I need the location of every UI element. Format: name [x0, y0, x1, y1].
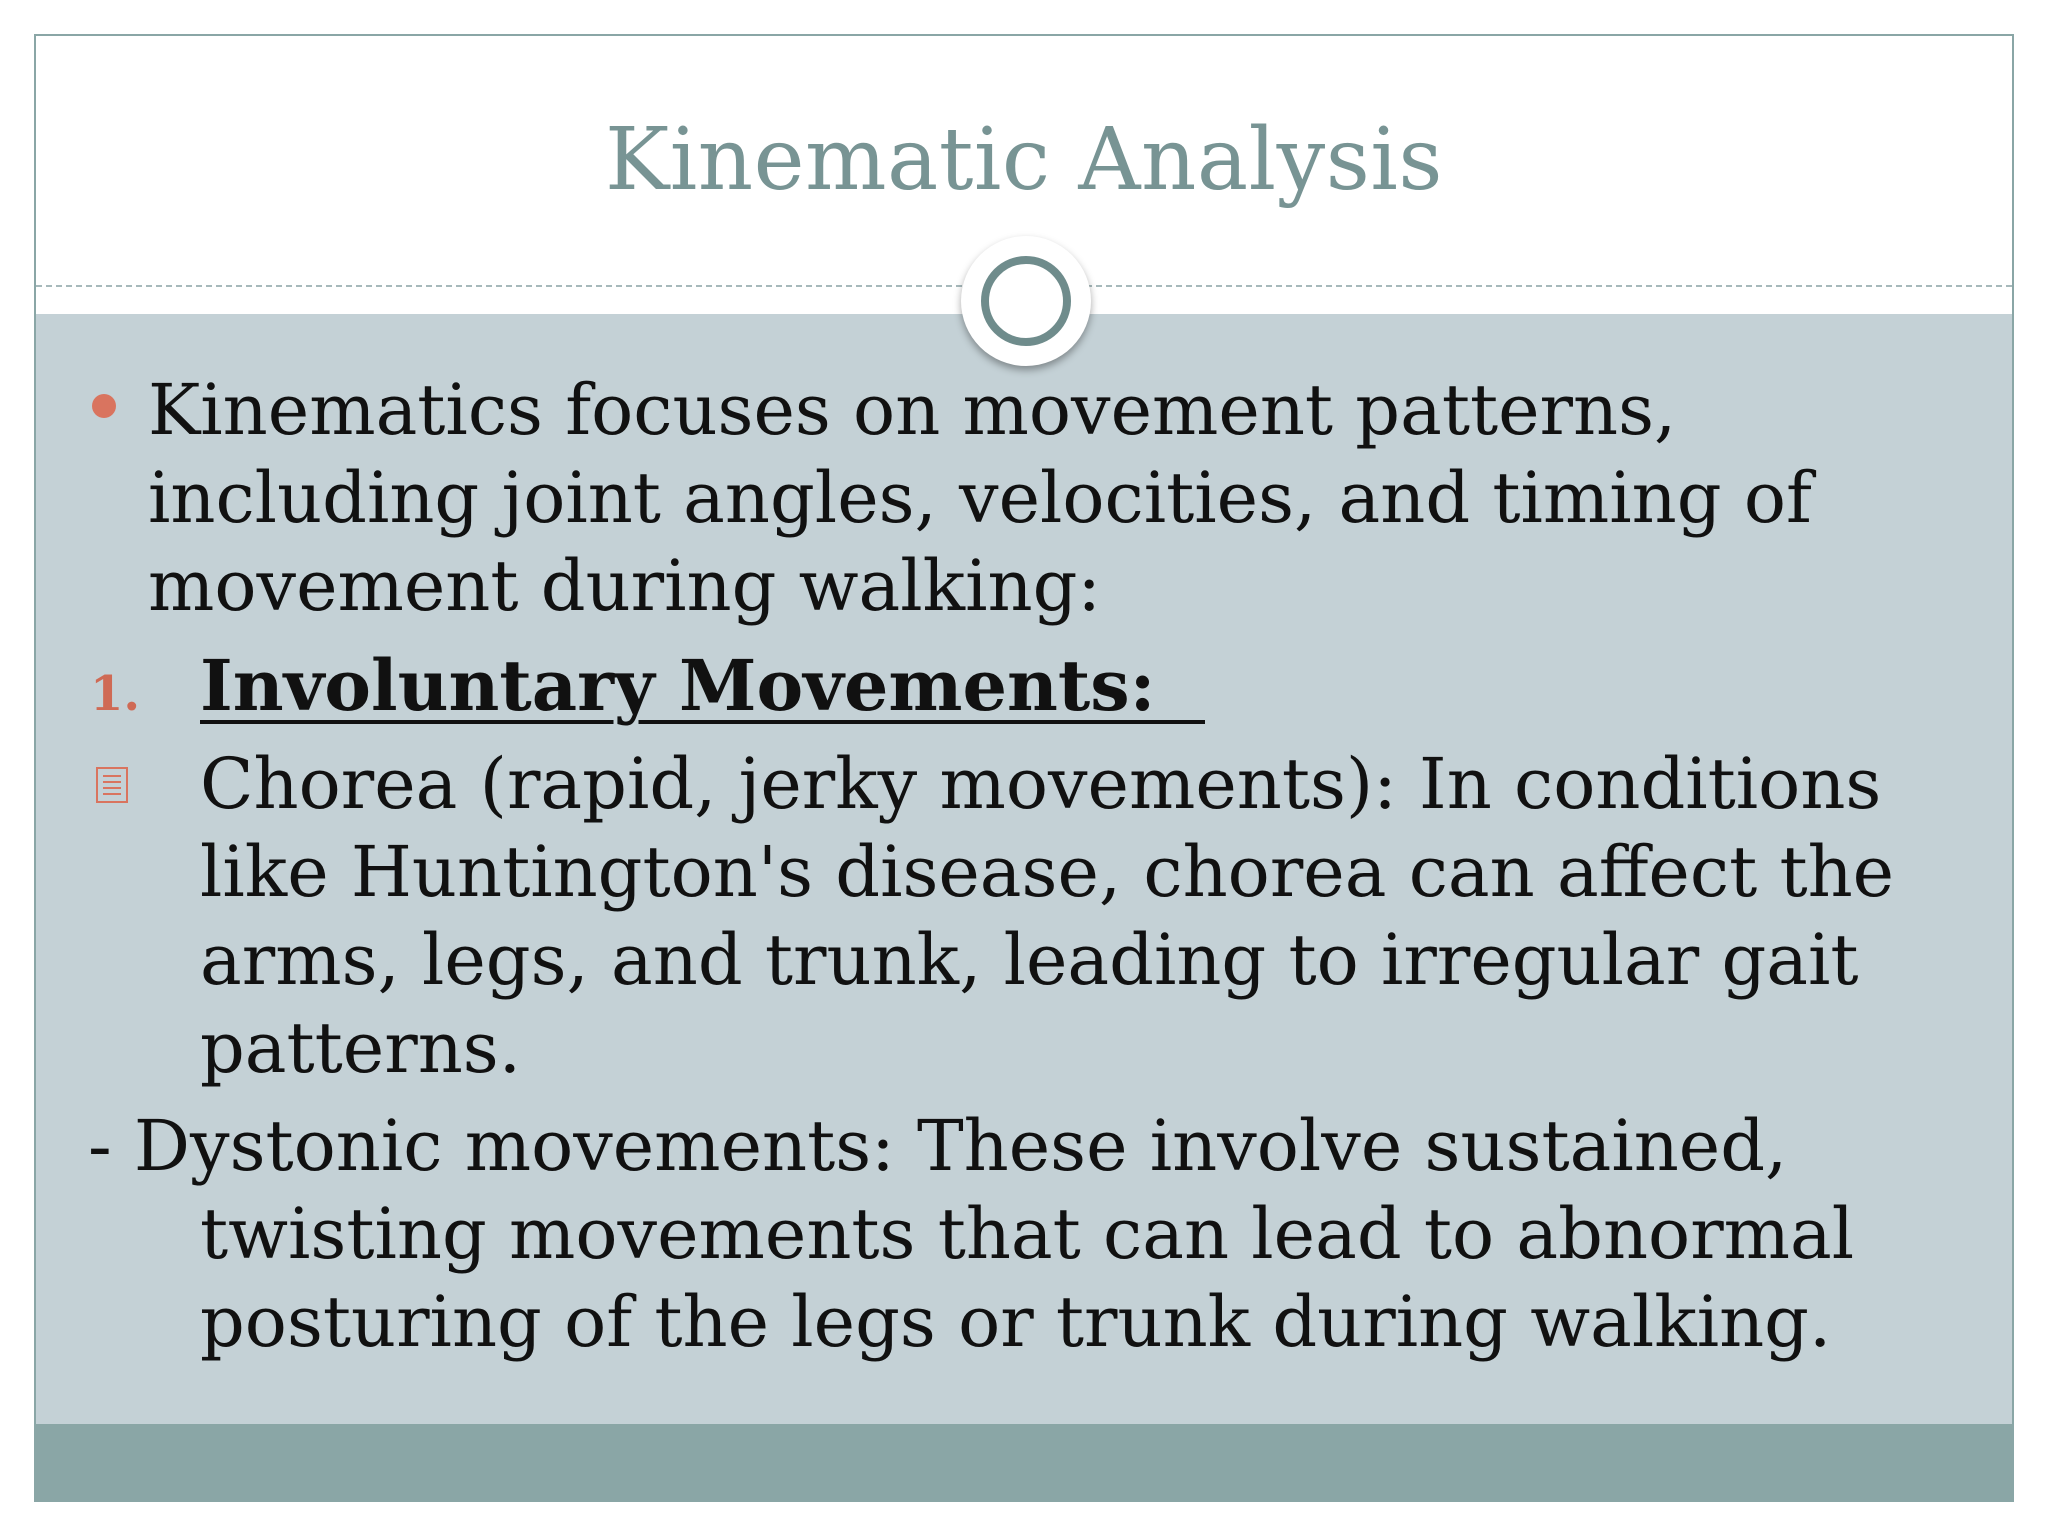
- numbered-item-number: 1.: [90, 666, 141, 722]
- footer-band: [36, 1424, 2012, 1500]
- bullet-dot-icon: [92, 394, 116, 418]
- chorea-item: [36, 740, 2012, 1092]
- slide: [34, 34, 2014, 1502]
- document-icon: [94, 766, 130, 804]
- dystonic-item: [36, 1102, 2012, 1366]
- chorea-item-text: Chorea (rapid, jerky movements): In conditions like Huntington's disease, chorea can affect the arms, legs, and trunk, leading to irregular gait patterns.: [200, 743, 1895, 1089]
- slide-content: [36, 366, 2012, 1366]
- slide-title: Kinematic Analysis: [604, 110, 1444, 210]
- numbered-item-text: Involuntary Movements:: [200, 644, 1156, 727]
- dystonic-item-text: - Dystonic movements: These involve sustained, twisting movements that can lead to abnormal posturing of the legs or trunk during walking.: [88, 1105, 1855, 1363]
- intro-bullet: [36, 366, 2012, 630]
- ring-icon: [961, 236, 1091, 366]
- numbered-item-underline: [1155, 719, 1205, 724]
- numbered-item: [36, 642, 2012, 730]
- intro-bullet-text: Kinematics focuses on movement patterns, including joint angles, velocities, and timing of movement during walking:: [148, 369, 1812, 627]
